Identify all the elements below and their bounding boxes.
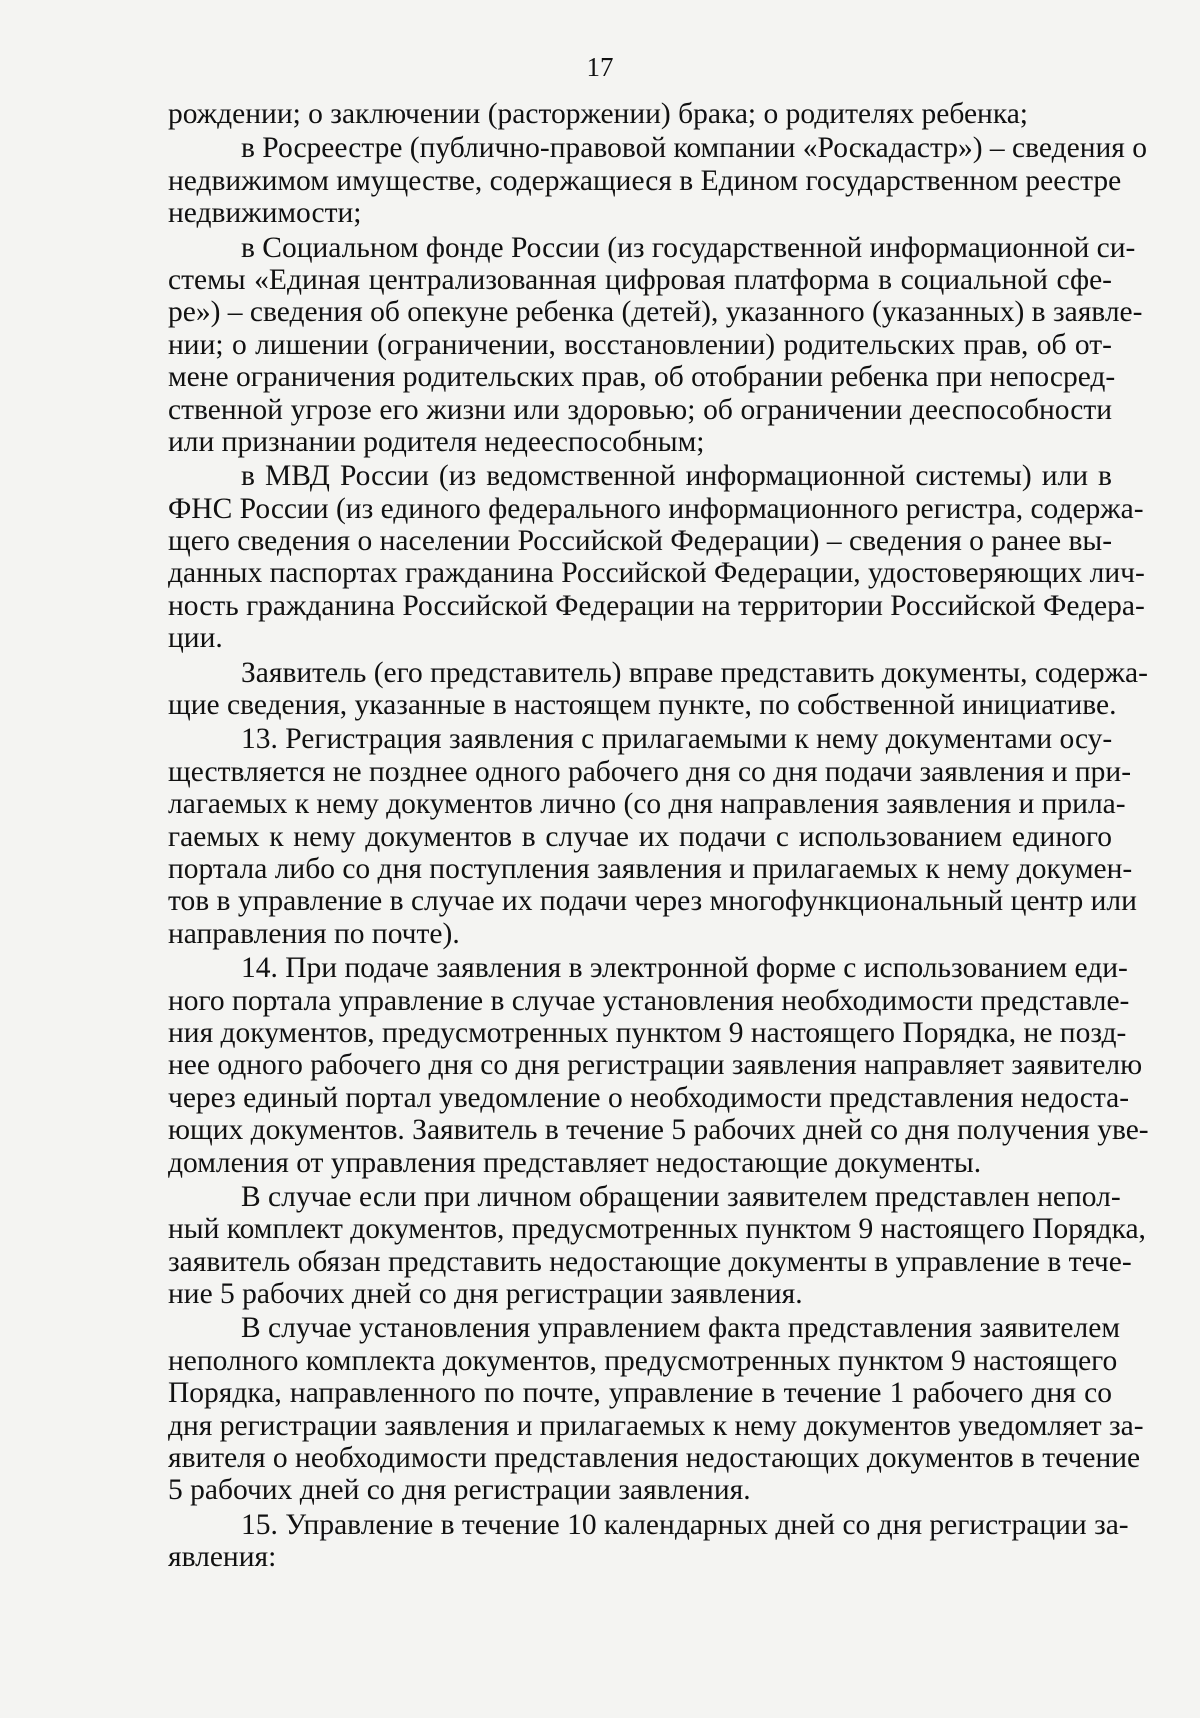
page-number: 17 — [586, 52, 614, 82]
text-line: недвижимом имуществе, содержащиеся в Едином государственном реестре — [168, 164, 1122, 197]
text-line: ФНС России (из единого федерального информационного регистра, содержа- — [168, 492, 1144, 525]
text-line: стемы «Единая централизованная цифровая платформа в социальной сфе- — [168, 263, 1112, 296]
text-line: через единый портал уведомление о необходимости представления недоста- — [168, 1081, 1130, 1114]
text-line: ющих документов. Заявитель в течение 5 рабочих дней со дня получения уве- — [168, 1114, 1149, 1147]
text-line: неполного комплекта документов, предусмотренных пунктом 9 настоящего — [168, 1344, 1118, 1377]
text-line: ность гражданина Российской Федерации на территории Российской Федера- — [168, 589, 1145, 622]
text-line: нии; о лишении (ограничении, восстановлении) родительских прав, об от- — [168, 328, 1112, 361]
paragraph — [168, 231, 1143, 459]
text-line: В случае установления управлением факта представления заявителем — [241, 1312, 1120, 1345]
text-line: направления по почте). — [168, 917, 460, 950]
text-line: 14. При подаче заявления в электронной форме с использованием еди- — [241, 952, 1128, 985]
text-line: 15. Управление в течение 10 календарных дней со дня регистрации за- — [241, 1508, 1129, 1541]
paragraph — [168, 656, 1148, 722]
text-line: щего сведения о населении Российской Федерации) – сведения о ранее вы- — [168, 525, 1113, 558]
text-line: явления: — [168, 1541, 277, 1574]
text-line: 5 рабочих дней со дня регистрации заявления. — [168, 1474, 751, 1507]
text-line: недвижимости; — [168, 197, 362, 230]
text-line: ния документов, предусмотренных пунктом 9 настоящего Порядка, не позд- — [168, 1016, 1127, 1049]
text-line: мене ограничения родительских прав, об отобрании ребенка при непосред- — [168, 361, 1116, 394]
document-body — [168, 98, 1149, 1574]
text-line: или признании родителя недееспособным; — [168, 425, 705, 458]
text-line: в Социальном фонде России (из государственной информационной си- — [241, 231, 1136, 264]
text-line: нее одного рабочего дня со дня регистрации заявления направляет заявителю — [168, 1049, 1143, 1082]
paragraph — [168, 460, 1145, 655]
text-line: рождении; о заключении (расторжении) брака; о родителях ребенка; — [168, 98, 1028, 130]
text-line: в МВД России (из ведомственной информационной системы) или в — [241, 460, 1112, 493]
paragraph — [168, 952, 1149, 1179]
text-line: ре») – сведения об опекуне ребенка (детей), указанного (указанных) в заявле- — [168, 296, 1143, 329]
paragraph — [168, 132, 1147, 230]
text-line: ществляется не позднее одного рабочего дня со дня подачи заявления и при- — [168, 755, 1132, 788]
paragraph — [168, 1312, 1144, 1507]
text-line: ции. — [168, 622, 223, 655]
text-line: щие сведения, указанные в настоящем пункте, по собственной инициативе. — [168, 689, 1117, 722]
text-line: данных паспортах гражданина Российской Федерации, удостоверяющих лич- — [168, 557, 1145, 590]
text-line: дня регистрации заявления и прилагаемых к нему документов уведомляет за- — [168, 1409, 1144, 1442]
text-line: ного портала управление в случае установления необходимости представле- — [168, 984, 1130, 1017]
text-line: заявитель обязан представить недостающие документы в управление в тече- — [168, 1245, 1132, 1278]
text-line: 13. Регистрация заявления с прилагаемыми к нему документами осу- — [241, 723, 1113, 756]
text-line: ный комплект документов, предусмотренных пунктом 9 настоящего Порядка, — [168, 1213, 1146, 1246]
text-line: в Росреестре (публично-правовой компании «Роскадастр») – сведения о — [241, 132, 1147, 165]
paragraph — [168, 1508, 1129, 1574]
text-line: портала либо со дня поступления заявления и прилагаемых к нему докумен- — [168, 852, 1133, 885]
text-line: явителя о необходимости представления недостающих документов в течение — [168, 1442, 1141, 1475]
text-line: лагаемых к нему документов лично (со дня направления заявления и прила- — [168, 788, 1126, 821]
text-line: ственной угрозе его жизни или здоровью; об ограничении дееспособности — [168, 393, 1112, 426]
text-line: ние 5 рабочих дней со дня регистрации заявления. — [168, 1278, 803, 1311]
text-line: Заявитель (его представитель) вправе представить документы, содержа- — [241, 656, 1148, 689]
text-line: В случае если при личном обращении заявителем представлен непол- — [241, 1180, 1121, 1213]
text-line: гаемых к нему документов в случае их подачи с использованием единого — [168, 820, 1112, 853]
paragraph — [168, 723, 1137, 950]
text-line: домления от управления представляет недостающие документы. — [168, 1146, 982, 1179]
paragraph — [168, 1180, 1146, 1311]
paragraph — [168, 98, 1112, 130]
text-line: тов в управление в случае их подачи через многофункциональный центр или — [168, 885, 1137, 918]
text-line: Порядка, направленного по почте, управление в течение 1 рабочего дня со — [168, 1377, 1112, 1410]
